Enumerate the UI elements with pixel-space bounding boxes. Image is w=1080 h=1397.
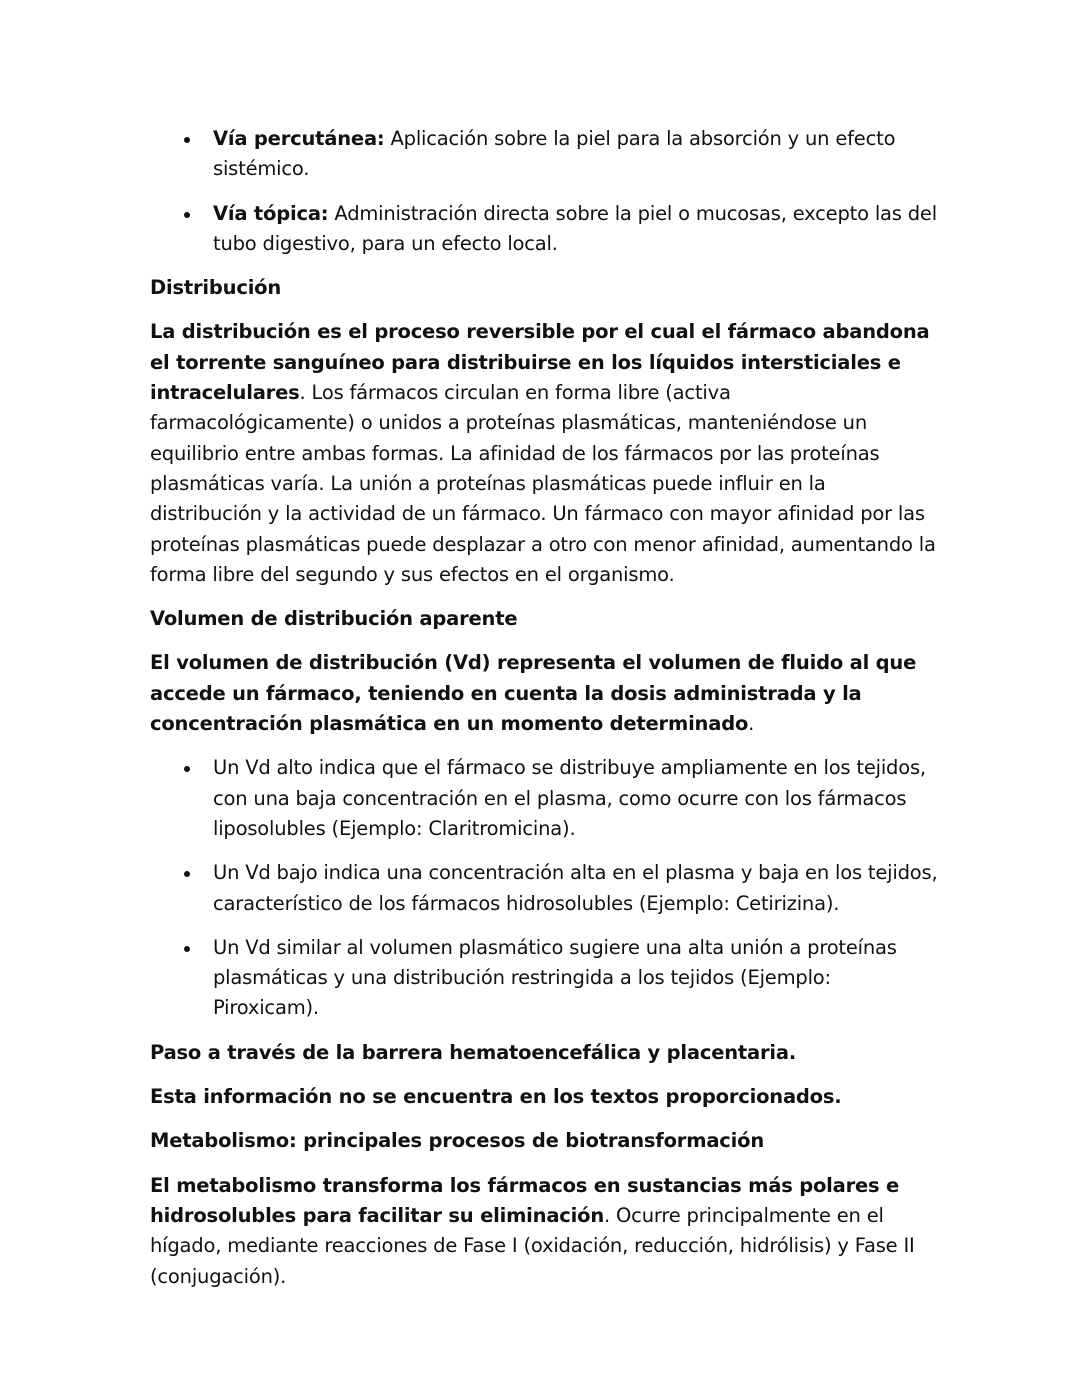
- section-heading-volume: Volumen de distribución aparente: [150, 607, 518, 631]
- list-item-vd-plasma: Un Vd similar al volumen plasmático sugiere una alta unión a proteínas plasmáticas y una distribución restringida a los tejidos (Ejemplo: Piroxicam).: [150, 933, 940, 1024]
- section-heading-metabolism: Metabolismo: principales procesos de biotransformación: [150, 1129, 764, 1153]
- vd-list: [150, 753, 940, 1023]
- note-missing-info: Esta información no se encuentra en los textos proporcionados.: [150, 1085, 842, 1109]
- list-item-vd-low: Un Vd bajo indica una concentración alta en el plasma y baja en los tejidos, característico de los fármacos hidrosolubles (Ejemplo: Cetirizina).: [150, 858, 940, 919]
- paragraph-bold-lead: La distribución es el proceso reversible por el cual el fármaco abandona el torrente sanguíneo para distribuirse en los líquidos intersticiales e intracelulares: [150, 320, 930, 405]
- paragraph-text: .: [748, 712, 755, 736]
- paragraph-bold-lead: El volumen de distribución (Vd) representa el volumen de fluido al que accede un fármaco, teniendo en cuenta la dosis administrada y la concentración plasmática en un momento determinado: [150, 651, 917, 736]
- paragraph-text: . Los fármacos circulan en forma libre (activa farmacológicamente) o unidos a proteínas plasmáticas, manteniéndose un equilibrio entre ambas formas. La afinidad de los fármacos por las proteínas plasmáticas varía. La unión a proteínas plasmáticas puede influir en la distribución y la actividad de un fármaco. Un fármaco con mayor afinidad por las proteínas plasmáticas puede desplazar a otro con menor afinidad, aumentando la forma libre del segundo y sus efectos en el organismo.: [150, 381, 936, 586]
- route-term: Vía tópica:: [213, 201, 329, 225]
- administration-routes-list: [150, 124, 940, 259]
- list-item-topical: [150, 199, 940, 260]
- paragraph-text: . Ocurre principalmente en el hígado, mediante reacciones de Fase I (oxidación, reducción, hidrólisis) y Fase II (conjugación).: [150, 1203, 915, 1288]
- section-heading-distribution: Distribución: [150, 276, 282, 300]
- paragraph-volume: [150, 648, 940, 739]
- section-heading-barrier: Paso a través de la barrera hematoencefálica y placentaria.: [150, 1040, 797, 1064]
- document-page: [150, 124, 940, 1306]
- list-item-vd-high: Un Vd alto indica que el fármaco se distribuye ampliamente en los tejidos, con una baja concentración en el plasma, como ocurre con los fármacos liposolubles (Ejemplo: Claritromicina).: [150, 753, 940, 844]
- paragraph-distribution: [150, 317, 940, 590]
- paragraph-bold-lead: El metabolismo transforma los fármacos en sustancias más polares e hidrosolubles para facilitar su eliminación: [150, 1173, 900, 1227]
- list-item-percutaneous: [150, 124, 940, 185]
- route-term: Vía percutánea:: [213, 127, 385, 150]
- paragraph-metabolism: [150, 1171, 940, 1292]
- route-text: Aplicación sobre la piel para la absorción y un efecto sistémico.: [213, 127, 896, 181]
- route-text: Administración directa sobre la piel o mucosas, excepto las del tubo digestivo, para un efecto local.: [213, 201, 937, 255]
